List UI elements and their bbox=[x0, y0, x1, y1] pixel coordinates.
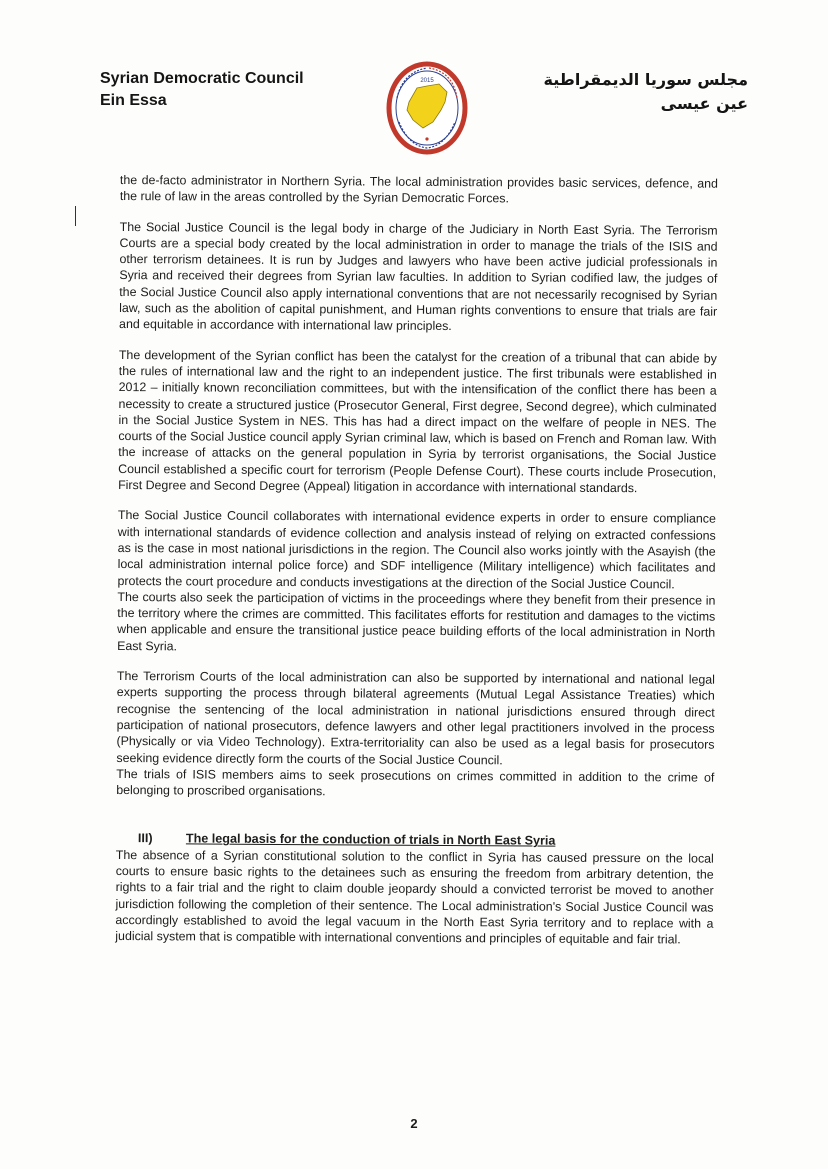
section-paragraph: The absence of a Syrian constitutional solution to the conflict in Syria has caused pressure on the local courts to ensure basic rights to the detainees such as ensuring the freedom from arbitrary detention, the rights to a fair trial and the right to claim double jeopardy should a convicted terrorist be moved to another jurisdiction following the completion of their sentence. The Local administration's Social Justice Council was accordingly established to avoid the legal vacuum in the North East Syria territory and to replace with a judicial system that is compatible with international conventions and principles of equitable and fair trial. bbox=[115, 847, 714, 947]
paragraph: The development of the Syrian conflict has been the catalyst for the creation of a tribunal that can abide by the rules of international law and the right to an independent justice. The first tribunals were established in 2012 – initially known reconciliation committees, but with the intensification of the conflict there has been a necessity to create a structured justice (Prosecutor General, First degree, Second degree), which culminated in the Social Justice System in NES. This has had a direct impact on the welfare of people in NES. The courts of the Social Justice council apply Syrian criminal law, which is based on French and Roman law. With the increase of attacks on the general population in Syria by terrorist organisations, the Social Justice Council established a specific court for terrorism (People Defense Court). These courts include Prosecution, First Degree and Second Degree (Appeal) litigation in accordance with international standards. bbox=[118, 347, 717, 496]
paragraph: The trials of ISIS members aims to seek prosecutions on crimes committed in addition to the crime of belonging to proscribed organisations. bbox=[116, 766, 715, 799]
section-number: III) bbox=[137, 831, 153, 846]
header-right bbox=[544, 68, 748, 116]
paragraph: The courts also seek the participation of victims in the proceedings where they benefit from their presence in the territory where the crimes are committed. This facilitates efforts for restitution and damages to the victims when applicable and ensure the transitional justice peace building efforts of the local administration in North East Syria. bbox=[117, 589, 716, 654]
org-name-ar: مجلس سوريا الديمقراطية bbox=[543, 70, 748, 89]
body-text bbox=[115, 172, 718, 948]
margin-mark bbox=[75, 206, 76, 226]
paragraph: The Social Justice Council is the legal body in charge of the Judiciary in North East Syria. The Terrorism Courts are a special body created by the local administration in order to manage the trials of the ISIS and other terrorism detainees. It is run by Judges and lawyers who have been active judicial professionals in Syria and received their degrees from Syrian law faculties. In addition to Syrian codified law, the judges of the Social Justice Council also apply international conventions that are not necessarily recognised by Syrian law, such as the abolition of capital punishment, and Human rights conventions to ensure that trials are fair and equitable in accordance with international law principles. bbox=[119, 219, 718, 334]
paragraph: The Terrorism Courts of the local administration can also be supported by international and national legal experts supporting the process through bilateral agreements (Mutual Legal Assistance Treaties) which recognise the sentencing of the local administration in national jurisdictions ensured through direct participation of national prosecutors, defence lawyers and other legal practitioners involved in the process (Physically or via Video Technology). Extra-territoriality can also be used as a legal basis for prosecutors seeking evidence directly form the courts of the Social Justice Council. bbox=[116, 669, 715, 767]
header-left bbox=[100, 68, 304, 112]
location-ar: عين عيسى bbox=[660, 94, 748, 113]
org-name-en: Syrian Democratic Council bbox=[100, 70, 304, 87]
section-title: The legal basis for the conduction of trials in North East Syria bbox=[185, 831, 556, 849]
council-logo bbox=[383, 58, 471, 158]
location-en: Ein Essa bbox=[100, 92, 167, 109]
paragraph: The Social Justice Council collaborates with international evidence experts in order to ensure compliance with international standards of evidence collection and analysis instead of relying on extracted confessions as is the case in most national jurisdictions in the region. The Council also works jointly with the Asayish (the local administration internal police force) and SDF intelligence (Military intelligence) which facilitates and protects the court procedure and conducts investigations at the direction of the Social Justice Council. bbox=[117, 508, 716, 591]
paragraph: the de-facto administrator in Northern Syria. The local administration provides basic services, defence, and the rule of law in the areas controlled by the Syrian Democratic Forces. bbox=[119, 172, 718, 206]
logo-year: 2015 bbox=[420, 78, 434, 84]
page-number: 2 bbox=[410, 1116, 418, 1131]
